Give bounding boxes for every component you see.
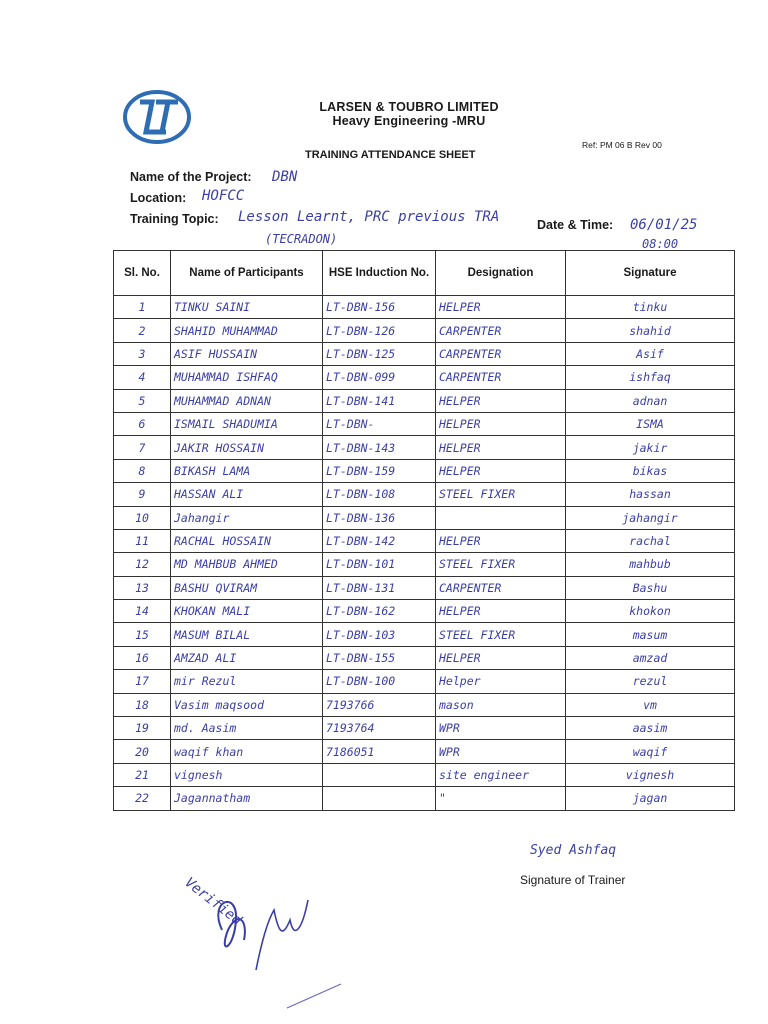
cell-hse-no: LT-DBN-100: [323, 670, 436, 693]
table-row: [114, 389, 735, 412]
cell-designation: CARPENTER: [436, 576, 566, 599]
cell-signature: hassan: [566, 483, 735, 506]
project-name-value: DBN: [272, 169, 298, 185]
cell-signature: ishfaq: [566, 366, 735, 389]
cell-participant-name: AMZAD ALI: [171, 646, 323, 669]
cell-hse-no: LT-DBN-101: [323, 553, 436, 576]
cell-hse-no: [323, 787, 436, 810]
cell-signature: rezul: [566, 670, 735, 693]
cell-hse-no: 7193764: [323, 717, 436, 740]
cell-sl-no: 1: [114, 296, 171, 319]
cell-signature: masum: [566, 623, 735, 646]
cell-sl-no: 10: [114, 506, 171, 529]
cell-sl-no: 15: [114, 623, 171, 646]
table-row: [114, 319, 735, 342]
cell-sl-no: 20: [114, 740, 171, 763]
cell-participant-name: Vasim maqsood: [171, 693, 323, 716]
table-row: [114, 740, 735, 763]
cell-signature: shahid: [566, 319, 735, 342]
cell-designation: HELPER: [436, 600, 566, 623]
cell-hse-no: LT-DBN-136: [323, 506, 436, 529]
cell-participant-name: RACHAL HOSSAIN: [171, 529, 323, 552]
cell-signature: Bashu: [566, 576, 735, 599]
cell-hse-no: LT-DBN-142: [323, 529, 436, 552]
table-row: [114, 296, 735, 319]
cell-sl-no: 7: [114, 436, 171, 459]
cell-designation: Helper: [436, 670, 566, 693]
trainer-signature: Syed Ashfaq: [530, 843, 617, 858]
cell-sl-no: 2: [114, 319, 171, 342]
cell-designation: HELPER: [436, 296, 566, 319]
table-row: [114, 506, 735, 529]
pen-stroke-icon: [285, 980, 345, 1010]
table-row: [114, 553, 735, 576]
cell-designation: HELPER: [436, 646, 566, 669]
cell-designation: ": [436, 787, 566, 810]
cell-signature: bikas: [566, 459, 735, 482]
cell-hse-no: LT-DBN-103: [323, 623, 436, 646]
cell-designation: HELPER: [436, 529, 566, 552]
date-time-label: Date & Time:: [537, 218, 614, 232]
cell-sl-no: 11: [114, 529, 171, 552]
cell-sl-no: 17: [114, 670, 171, 693]
cell-sl-no: 19: [114, 717, 171, 740]
company-name: LARSEN & TOUBRO LIMITED: [319, 100, 499, 114]
verified-text: Verified: [181, 874, 245, 929]
cell-signature: vm: [566, 693, 735, 716]
cell-signature: aasim: [566, 717, 735, 740]
cell-designation: mason: [436, 693, 566, 716]
cell-sl-no: 5: [114, 389, 171, 412]
division-name: Heavy Engineering -MRU: [332, 114, 486, 128]
cell-participant-name: MUHAMMAD ADNAN: [171, 389, 323, 412]
table-row: [114, 787, 735, 810]
cell-participant-name: JAKIR HOSSAIN: [171, 436, 323, 459]
cell-signature: mahbub: [566, 553, 735, 576]
cell-designation: STEEL FIXER: [436, 553, 566, 576]
header-signature: Signature: [566, 251, 735, 296]
cell-signature: Asif: [566, 342, 735, 365]
cell-hse-no: 7186051: [323, 740, 436, 763]
cell-participant-name: waqif khan: [171, 740, 323, 763]
table-row: [114, 436, 735, 459]
table-row: [114, 763, 735, 786]
cell-designation: HELPER: [436, 436, 566, 459]
attendance-table: [113, 250, 735, 811]
cell-hse-no: LT-DBN-131: [323, 576, 436, 599]
cell-designation: CARPENTER: [436, 319, 566, 342]
cell-hse-no: LT-DBN-125: [323, 342, 436, 365]
cell-designation: CARPENTER: [436, 366, 566, 389]
training-topic-value-2: (TECRADON): [265, 232, 338, 246]
cell-hse-no: LT-DBN-108: [323, 483, 436, 506]
cell-participant-name: MD MAHBUB AHMED: [171, 553, 323, 576]
cell-participant-name: ASIF HUSSAIN: [171, 342, 323, 365]
header-sl-no: Sl. No.: [114, 251, 171, 296]
cell-signature: amzad: [566, 646, 735, 669]
trainer-signature-label: Signature of Trainer: [520, 873, 626, 887]
cell-designation: WPR: [436, 717, 566, 740]
header-hse-no: HSE Induction No.: [323, 251, 436, 296]
cell-hse-no: LT-DBN-141: [323, 389, 436, 412]
cell-hse-no: LT-DBN-162: [323, 600, 436, 623]
cell-signature: tinku: [566, 296, 735, 319]
cell-sl-no: 21: [114, 763, 171, 786]
cell-hse-no: 7193766: [323, 693, 436, 716]
cell-sl-no: 8: [114, 459, 171, 482]
project-name-label: Name of the Project:: [130, 170, 252, 184]
cell-participant-name: mir Rezul: [171, 670, 323, 693]
cell-participant-name: KHOKAN MALI: [171, 600, 323, 623]
cell-participant-name: md. Aasim: [171, 717, 323, 740]
company-header: [0, 100, 768, 128]
cell-hse-no: LT-DBN-099: [323, 366, 436, 389]
cell-signature: ISMA: [566, 412, 735, 435]
cell-designation: site engineer: [436, 763, 566, 786]
cell-signature: jakir: [566, 436, 735, 459]
location-value: HOFCC: [202, 188, 245, 204]
cell-participant-name: MUHAMMAD ISHFAQ: [171, 366, 323, 389]
cell-sl-no: 13: [114, 576, 171, 599]
cell-participant-name: BIKASH LAMA: [171, 459, 323, 482]
cell-designation: STEEL FIXER: [436, 483, 566, 506]
header-name: Name of Participants: [171, 251, 323, 296]
table-row: [114, 529, 735, 552]
table-row: [114, 717, 735, 740]
cell-hse-no: LT-DBN-126: [323, 319, 436, 342]
cell-sl-no: 3: [114, 342, 171, 365]
cell-signature: adnan: [566, 389, 735, 412]
cell-signature: jagan: [566, 787, 735, 810]
cell-sl-no: 18: [114, 693, 171, 716]
date-value: 06/01/25: [630, 217, 698, 233]
table-row: [114, 366, 735, 389]
cell-sl-no: 16: [114, 646, 171, 669]
cell-designation: HELPER: [436, 459, 566, 482]
cell-sl-no: 14: [114, 600, 171, 623]
cell-designation: STEEL FIXER: [436, 623, 566, 646]
cell-signature: khokon: [566, 600, 735, 623]
time-value: 08:00: [642, 237, 679, 251]
cell-designation: WPR: [436, 740, 566, 763]
table-header-row: [114, 251, 735, 296]
cell-sl-no: 22: [114, 787, 171, 810]
cell-signature: jahangir: [566, 506, 735, 529]
cell-hse-no: LT-DBN-159: [323, 459, 436, 482]
cell-hse-no: LT-DBN-155: [323, 646, 436, 669]
training-topic-value: Lesson Learnt, PRC previous TRA: [238, 209, 500, 225]
cell-participant-name: ISMAIL SHADUMIA: [171, 412, 323, 435]
cell-signature: vignesh: [566, 763, 735, 786]
cell-sl-no: 6: [114, 412, 171, 435]
cell-signature: waqif: [566, 740, 735, 763]
cell-participant-name: HASSAN ALI: [171, 483, 323, 506]
table-row: [114, 459, 735, 482]
verified-signature-icon: [178, 860, 338, 980]
cell-hse-no: LT-DBN-: [323, 412, 436, 435]
table-row: [114, 670, 735, 693]
cell-participant-name: TINKU SAINI: [171, 296, 323, 319]
table-row: [114, 623, 735, 646]
location-label: Location:: [130, 191, 187, 205]
cell-participant-name: Jagannatham: [171, 787, 323, 810]
training-topic-label: Training Topic:: [130, 212, 219, 226]
table-row: [114, 483, 735, 506]
cell-sl-no: 4: [114, 366, 171, 389]
cell-hse-no: [323, 763, 436, 786]
table-row: [114, 412, 735, 435]
table-row: [114, 576, 735, 599]
cell-designation: HELPER: [436, 412, 566, 435]
cell-participant-name: SHAHID MUHAMMAD: [171, 319, 323, 342]
table-row: [114, 646, 735, 669]
cell-hse-no: LT-DBN-143: [323, 436, 436, 459]
reference-number: Ref: PM 06 B Rev 00: [582, 140, 662, 150]
cell-participant-name: MASUM BILAL: [171, 623, 323, 646]
table-row: [114, 693, 735, 716]
cell-signature: rachal: [566, 529, 735, 552]
cell-participant-name: Jahangir: [171, 506, 323, 529]
cell-designation: [436, 506, 566, 529]
cell-designation: CARPENTER: [436, 342, 566, 365]
cell-participant-name: vignesh: [171, 763, 323, 786]
cell-sl-no: 12: [114, 553, 171, 576]
sheet-title: TRAINING ATTENDANCE SHEET: [305, 149, 476, 161]
cell-designation: HELPER: [436, 389, 566, 412]
header-designation: Designation: [436, 251, 566, 296]
table-row: [114, 342, 735, 365]
cell-participant-name: BASHU QVIRAM: [171, 576, 323, 599]
table-row: [114, 600, 735, 623]
cell-sl-no: 9: [114, 483, 171, 506]
cell-hse-no: LT-DBN-156: [323, 296, 436, 319]
